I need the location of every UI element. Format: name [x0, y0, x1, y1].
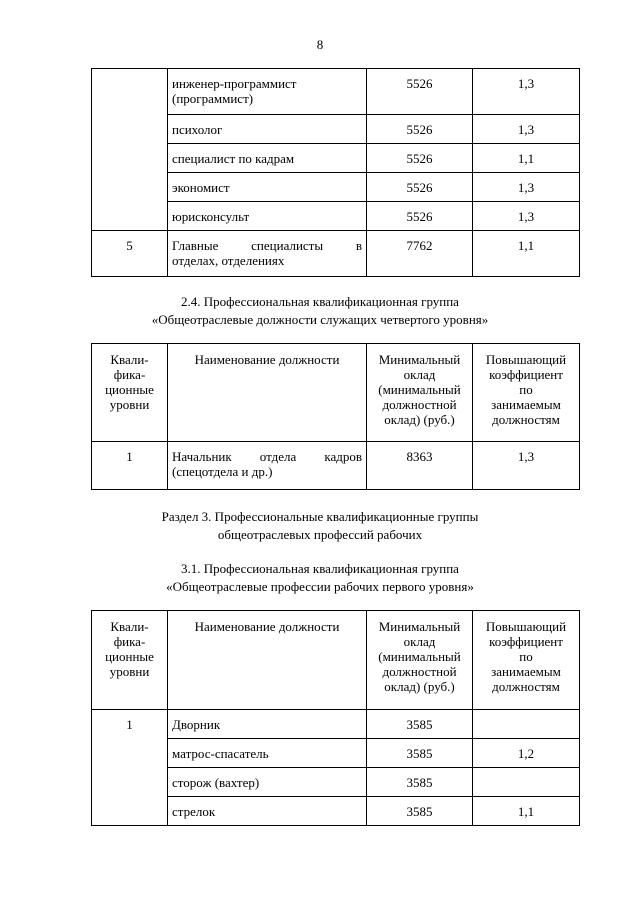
position-cell: юрисконсульт [168, 202, 367, 231]
salary-cell: 7762 [367, 231, 473, 277]
position-cell: матрос-спасатель [168, 739, 367, 768]
header-line: должностной [382, 664, 457, 679]
table-group-2-4 [91, 343, 580, 490]
header-line: занимаемым [491, 397, 561, 412]
salary-cell: 5526 [367, 144, 473, 173]
level-cell: 1 [92, 442, 168, 490]
heading-line: Раздел 3. Профессиональные квалификационные группы [161, 509, 479, 524]
header-line: должностям [492, 412, 560, 427]
header-line: уровни [109, 664, 150, 679]
header-line: коэффициент [489, 634, 563, 649]
header-line: фика- [113, 634, 146, 649]
coefficient-cell: 1,3 [473, 173, 580, 202]
position-line: Начальник отдела кадров [172, 449, 362, 464]
position-line: (спецотдела и др.) [172, 464, 273, 479]
header-line: оклад [403, 634, 436, 649]
header-line: по [519, 382, 533, 397]
coefficient-cell: 1,3 [473, 442, 580, 490]
table-row [92, 69, 580, 115]
section-heading-3-1 [0, 560, 640, 596]
header-line: ционные [105, 649, 154, 664]
position-line: отделах, отделениях [172, 253, 285, 268]
header-line: должностной [382, 397, 457, 412]
table-header-row [92, 611, 580, 710]
heading-line: общеотраслевых профессий рабочих [217, 527, 423, 542]
heading-line: «Общеотраслевые должности служащих четвертого уровня» [151, 312, 489, 327]
header-line: по [519, 649, 533, 664]
position-cell: Дворник [168, 710, 367, 739]
header-line: Квали- [110, 619, 149, 634]
table-row [92, 442, 580, 490]
header-line: (минимальный [378, 382, 461, 397]
header-line: Минимальный [378, 619, 461, 634]
level-cell: 5 [92, 231, 168, 277]
header-line: коэффициент [489, 367, 563, 382]
header-line: Квали- [110, 352, 149, 367]
header-line: фика- [113, 367, 146, 382]
header-line: должностям [492, 679, 560, 694]
salary-cell: 3585 [367, 739, 473, 768]
heading-line: 2.4. Профессиональная квалификационная группа [181, 294, 459, 309]
salary-cell: 3585 [367, 797, 473, 826]
header-level [92, 611, 168, 710]
header-salary [367, 611, 473, 710]
table-row [92, 710, 580, 739]
header-line: Повышающий [485, 352, 567, 367]
heading-line: «Общеотраслевые профессии рабочих первого уровня» [166, 579, 474, 594]
header-position: Наименование должности [168, 611, 367, 710]
salary-cell: 3585 [367, 710, 473, 739]
position-cell: сторож (вахтер) [168, 768, 367, 797]
position-cell [168, 231, 367, 277]
table-header-row [92, 344, 580, 442]
salary-cell: 5526 [367, 173, 473, 202]
coefficient-cell [473, 768, 580, 797]
header-line: оклад) (руб.) [384, 412, 455, 427]
position-cell [168, 442, 367, 490]
header-line: Повышающий [485, 619, 567, 634]
header-line: уровни [109, 397, 150, 412]
table-group-3-1 [91, 610, 580, 826]
header-line: (минимальный [378, 649, 461, 664]
header-coefficient [473, 344, 580, 442]
header-line: ционные [105, 382, 154, 397]
salary-cell: 8363 [367, 442, 473, 490]
header-line: оклад [403, 367, 436, 382]
coefficient-cell: 1,1 [473, 231, 580, 277]
position-cell: экономист [168, 173, 367, 202]
heading-line: 3.1. Профессиональная квалификационная группа [181, 561, 459, 576]
coefficient-cell: 1,3 [473, 202, 580, 231]
page-number: 8 [316, 37, 324, 52]
header-salary [367, 344, 473, 442]
position-cell: психолог [168, 115, 367, 144]
header-line: оклад) (руб.) [384, 679, 455, 694]
header-level [92, 344, 168, 442]
header-position: Наименование должности [168, 344, 367, 442]
level-cell [92, 69, 168, 231]
salary-cell: 3585 [367, 768, 473, 797]
section-heading-3 [0, 508, 640, 544]
coefficient-cell: 1,1 [473, 144, 580, 173]
header-line: занимаемым [491, 664, 561, 679]
salary-cell: 5526 [367, 69, 473, 115]
coefficient-cell [473, 710, 580, 739]
salary-cell: 5526 [367, 115, 473, 144]
header-coefficient [473, 611, 580, 710]
salary-cell: 5526 [367, 202, 473, 231]
table-row [92, 231, 580, 277]
section-heading-2-4 [0, 293, 640, 329]
position-cell: специалист по кадрам [168, 144, 367, 173]
header-line: Минимальный [378, 352, 461, 367]
coefficient-cell: 1,1 [473, 797, 580, 826]
coefficient-cell: 1,3 [473, 69, 580, 115]
table-continuation [91, 68, 580, 277]
level-cell: 1 [92, 710, 168, 826]
coefficient-cell: 1,2 [473, 739, 580, 768]
coefficient-cell: 1,3 [473, 115, 580, 144]
position-cell: инженер-программист (программист) [168, 69, 367, 115]
position-line: Главные специалисты в [172, 238, 362, 253]
position-cell: стрелок [168, 797, 367, 826]
